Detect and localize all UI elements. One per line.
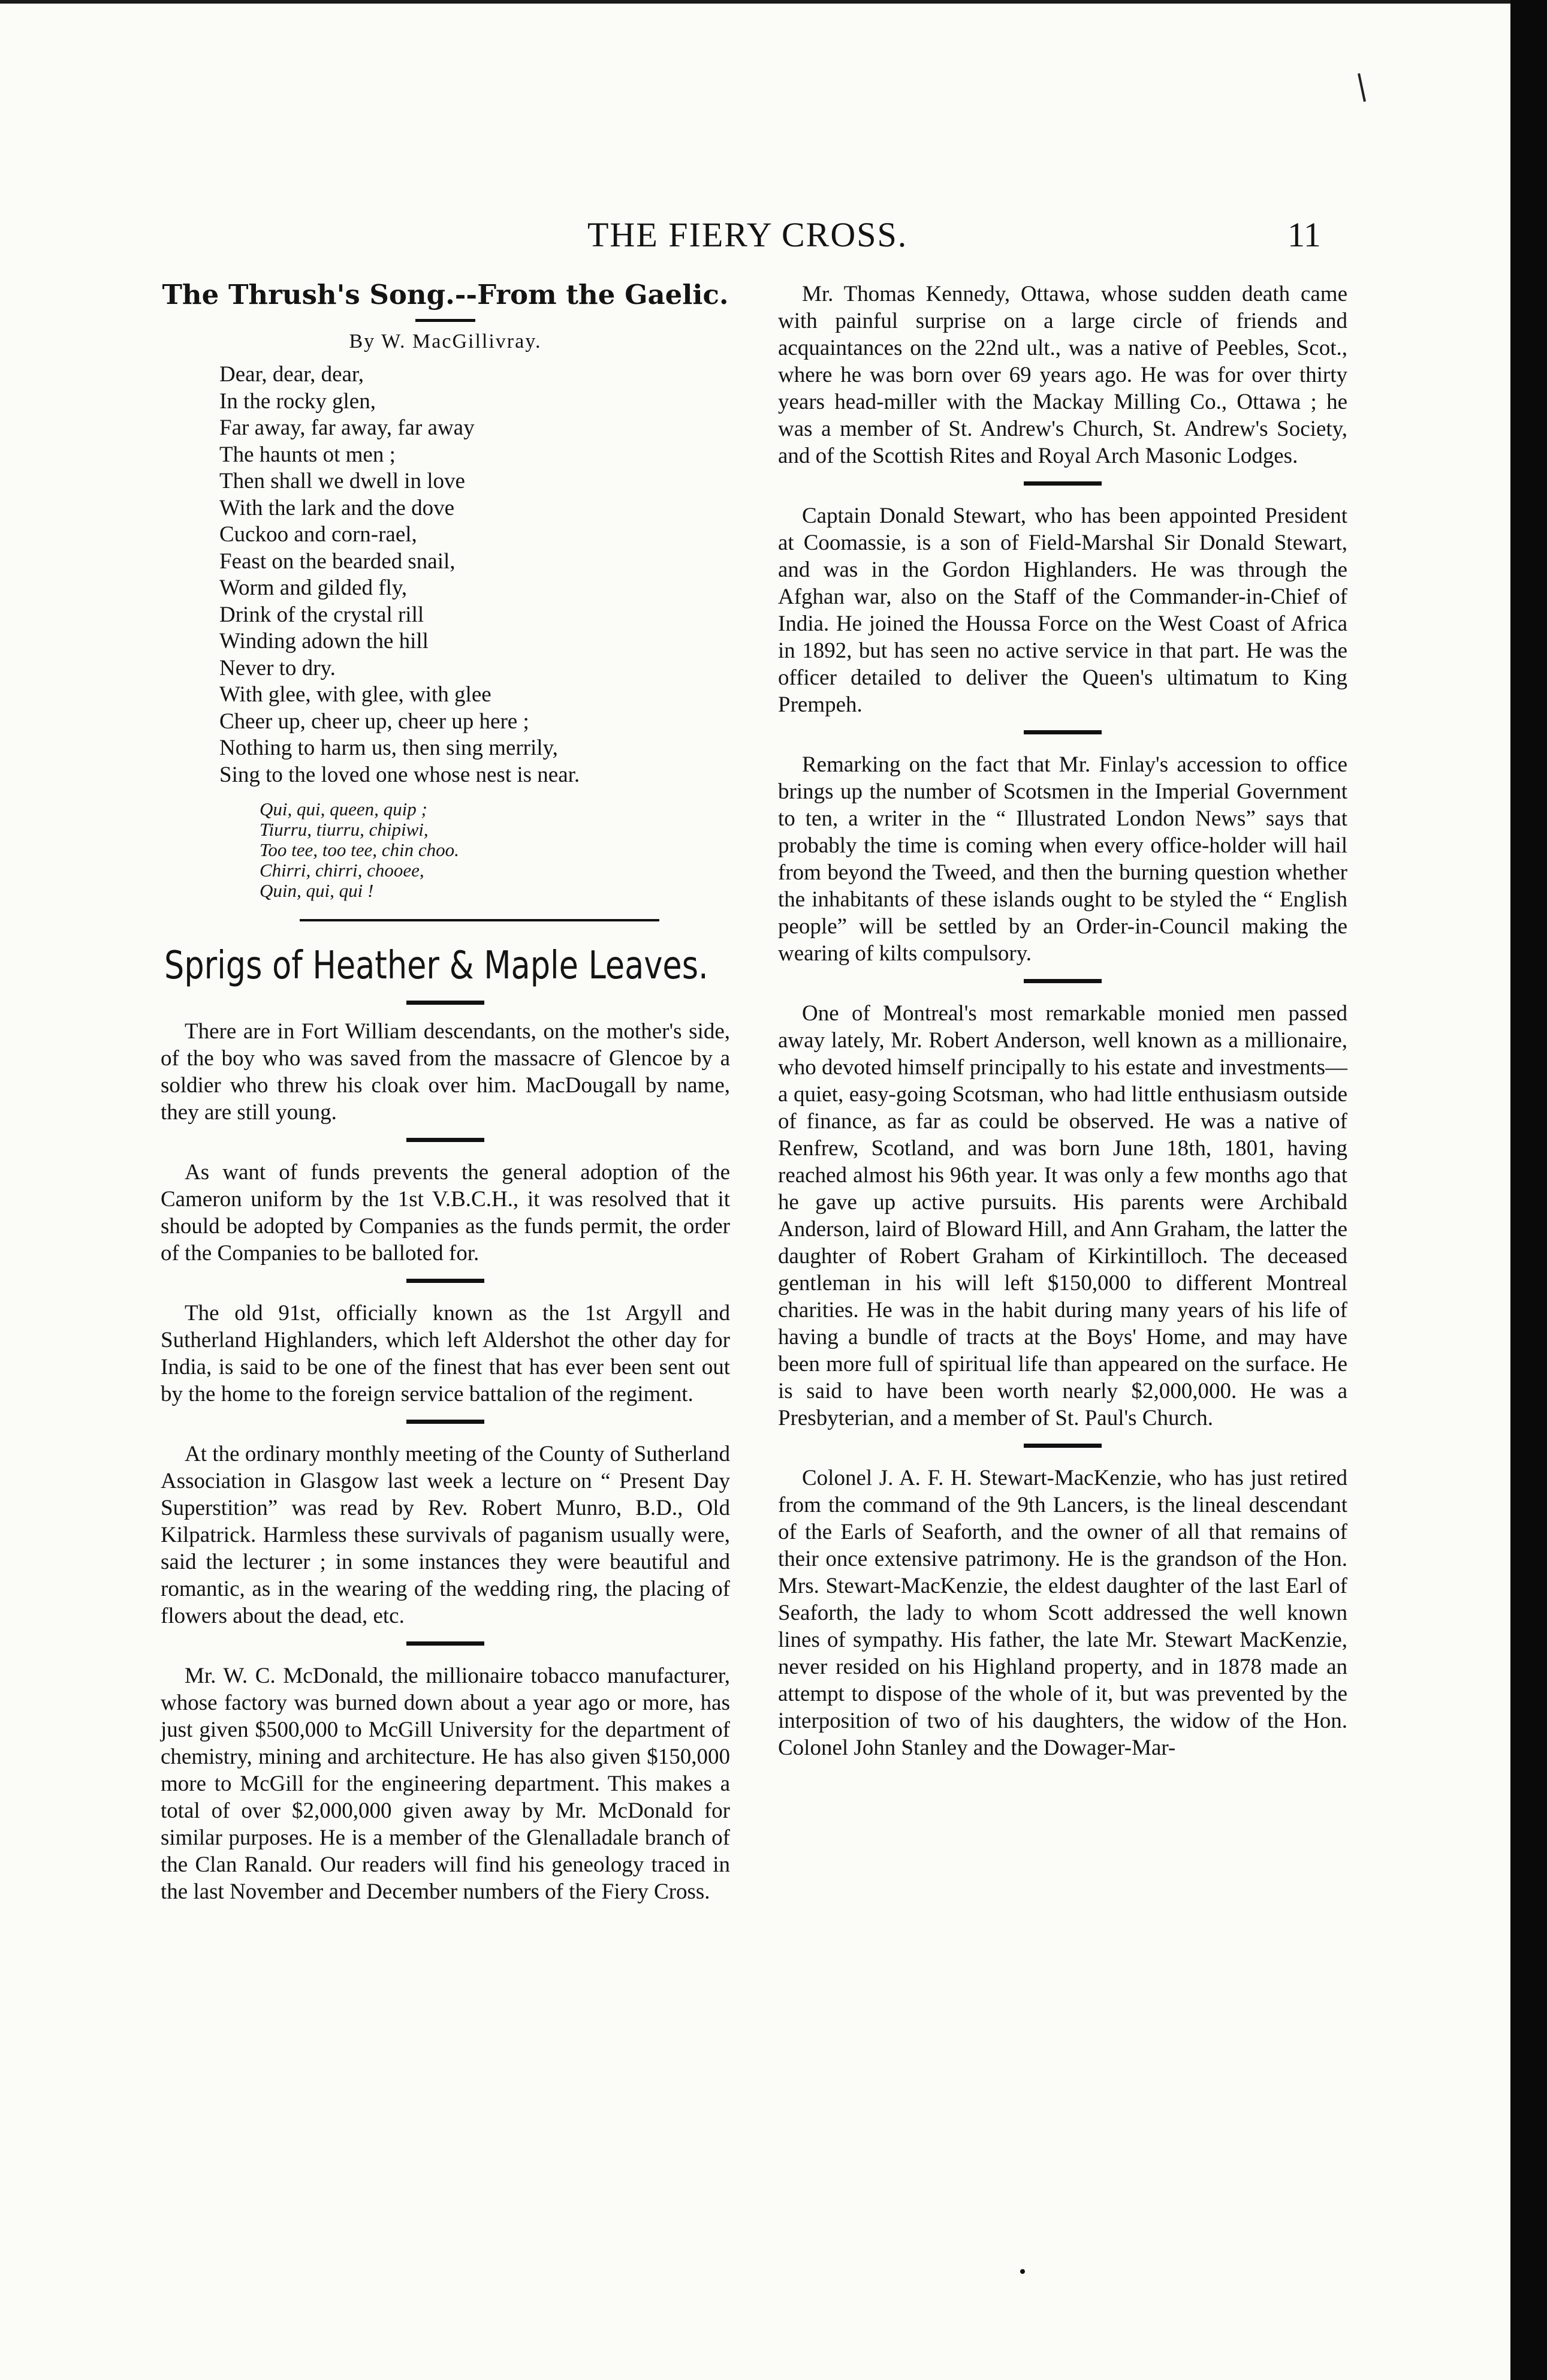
poem-line: Then shall we dwell in love — [219, 469, 465, 493]
ink-dot — [1020, 2269, 1025, 2274]
scan-edge — [1510, 0, 1547, 2380]
refrain-line: Too tee, too tee, chin choo. — [260, 839, 459, 860]
article-paragraph: Mr. Thomas Kennedy, Ottawa, whose sudden death came with painful surprise on a large circle of friends and acquaintances on the 22nd ult., was a native of Peebles, Scot., where he was born over 69 years ago. He was for over thirty years head-miller with the Mackay Milling Co., Ottawa ; he was a member of St. Andrew's Church, St. Andrew's Society, and of the Scottish Rites and Royal Arch Masonic Lodges. — [778, 282, 1347, 468]
rule — [1024, 481, 1102, 486]
article-paragraph: At the ordinary monthly meeting of the County of Sutherland Association in Glasgow last week a lecture on “ Present Day Superstition” was read by Rev. Robert Munro, B.D., Old Kilpatrick. Harmless these survivals of paganism usually were, said the lecturer ; in some instances they were beautiful and romantic, as in the wearing of the wedding ring, the placing of flowers about the dead, etc. — [161, 1442, 730, 1628]
poem-line: With the lark and the dove — [219, 495, 455, 520]
edge-mark — [1358, 73, 1366, 102]
article-paragraph: Colonel J. A. F. H. Stewart-MacKenzie, who has just retired from the command of the 9th Lancers, is the lineal descendant of the Earls of Seaforth, and the owner of all that remains of their once extensive patrimony. He is the grandson of the Hon. Mrs. Stewart-MacKenzie, the eldest daughter of the last Earl of Seaforth, the lady to whom Scott addressed the well known lines of sympathy. His father, the late Mr. Stewart MacKenzie, never resided on his Highland property, and in 1878 made an attempt to dispose of the whole of it, but was prevented by the interposition of two of his daughters, the widow of the Hon. Colonel John Stanley and the Dowager-Mar- — [778, 1466, 1347, 1760]
article-paragraph: There are in Fort William descendants, on the mother's side, of the boy who was saved from the massacre of Glencoe by a soldier who threw his cloak over him. MacDougall by name, they are still young. — [161, 1019, 730, 1125]
poem-line: Nothing to harm us, then sing merrily, — [219, 736, 558, 760]
rule — [406, 1279, 484, 1283]
rule — [406, 1641, 484, 1646]
poem-title: The Thrush's Song.--From the Gaelic. — [162, 279, 729, 311]
rule — [1024, 1444, 1102, 1448]
article-paragraph: One of Montreal's most remarkable monied men passed away lately, Mr. Robert Anderson, well known as a millionaire, who devoted himself principally to his estate and investments—a quiet, easy-going Scotsman, who had little enthusiasm outside of finance, as far as could be observed. He was a native of Renfrew, Scotland, and was born June 18th, 1801, having reached almost his 96th year. It was only a few months ago that he gave up active pursuits. His parents were Archibald Anderson, laird of Bloward Hill, and Ann Graham, the latter the daughter of Robert Graham of Kirkintilloch. The deceased gentleman in his will left $150,000 to different Montreal charities. He was in the habit during many years of his life of having a bundle of tracts at the Boys' Home, and may have been more full of spiritual life than appeared on the surface. He is said to have been worth nearly $2,000,000. He was a Presbyterian, and a member of St. Paul's Church. — [778, 1001, 1347, 1430]
article-paragraph: Captain Donald Stewart, who has been appointed President at Coomassie, is a son of Field-Marshal Sir Donald Stewart, and was in the Gordon Highlanders. He was through the Afghan war, also on the Staff of the Commander-in-Chief of India. He joined the Houssa Force on the West Coast of Africa in 1892, but has seen no active service in that part. He was the officer detailed to deliver the Queen's ultimatum to King Prempeh. — [778, 504, 1347, 717]
section-divider — [300, 919, 659, 921]
section-title: Sprigs of Heather & Maple Leaves. — [164, 944, 708, 988]
refrain-line: Quin, qui, qui ! — [260, 880, 374, 901]
poem-line: Feast on the bearded snail, — [219, 549, 456, 574]
poem-line: In the rocky glen, — [219, 388, 376, 414]
right-column — [778, 281, 1347, 1761]
article-paragraph: As want of funds prevents the general adoption of the Cameron uniform by the 1st V.B.C.H., it was resolved that it should be adopted by Companies as the funds permit, the order of the Companies to be balloted for. — [161, 1160, 730, 1266]
refrain-line: Qui, qui, queen, quip ; — [260, 799, 427, 820]
poem-line: Drink of the crystal rill — [219, 602, 424, 627]
article-paragraph: Remarking on the fact that Mr. Finlay's accession to office brings up the number of Scotsmen in the Imperial Government to ten, a writer in the “ Illustrated London News” says that probably the time is coming when every office-holder will hail from beyond the Tweed, and then the burning question whether the inhabitants of these islands ought to be styled the “ English people” will be settled by an Order-in-Council making the wearing of kilts compulsory. — [778, 752, 1347, 966]
refrain-line: Tiurru, tiurru, chipiwi, — [260, 819, 429, 840]
article-paragraph: Mr. W. C. McDonald, the millionaire tobacco manufacturer, whose factory was burned down about a year ago or more, has just given $500,000 to McGill University for the department of chemistry, mining and architecture. He has also given $150,000 more to McGill for the engineering department. This makes a total of over $2,000,000 given away by Mr. McDonald for similar purposes. He is a member of the Glenalladale branch of the Clan Ranald. Our readers will find his geneology traced in the last November and December numbers of the Fiery Cross. — [161, 1664, 730, 1904]
refrain-line: Chirri, chirri, chooee, — [260, 860, 424, 881]
page-number: 11 — [1287, 215, 1321, 254]
poem-line: Worm and gilded fly, — [219, 576, 408, 600]
poem-line: Sing to the loved one whose nest is near. — [219, 762, 580, 787]
poem-line: Dear, dear, dear, — [219, 362, 364, 387]
top-border — [0, 0, 1516, 4]
poem-byline: By W. MacGillivray. — [349, 330, 542, 353]
rule — [1024, 730, 1102, 734]
rule — [415, 319, 475, 322]
article-paragraph: The old 91st, officially known as the 1st Argyll and Sutherland Highlanders, which left Aldershot the other day for India, is said to be one of the finest that has ever been sent out by the home to the foreign service battalion of the regiment. — [161, 1301, 730, 1406]
poem-line: Never to dry. — [219, 655, 336, 680]
poem-refrain — [260, 799, 730, 901]
poem-line: With glee, with glee, with glee — [219, 682, 491, 707]
running-header: THE FIERY CROSS. — [587, 215, 908, 254]
rule — [1024, 979, 1102, 983]
rule — [406, 1001, 484, 1005]
poem-line: Cuckoo and corn-rael, — [219, 522, 417, 547]
poem-line: Winding adown the hill — [219, 629, 429, 653]
poem-line: Far away, far away, far away — [219, 415, 475, 440]
left-column — [161, 281, 730, 1905]
poem-body — [219, 361, 730, 788]
poem-line: The haunts ot men ; — [219, 442, 396, 467]
poem-line: Cheer up, cheer up, cheer up here ; — [219, 709, 529, 734]
rule — [406, 1138, 484, 1142]
rule — [406, 1420, 484, 1424]
